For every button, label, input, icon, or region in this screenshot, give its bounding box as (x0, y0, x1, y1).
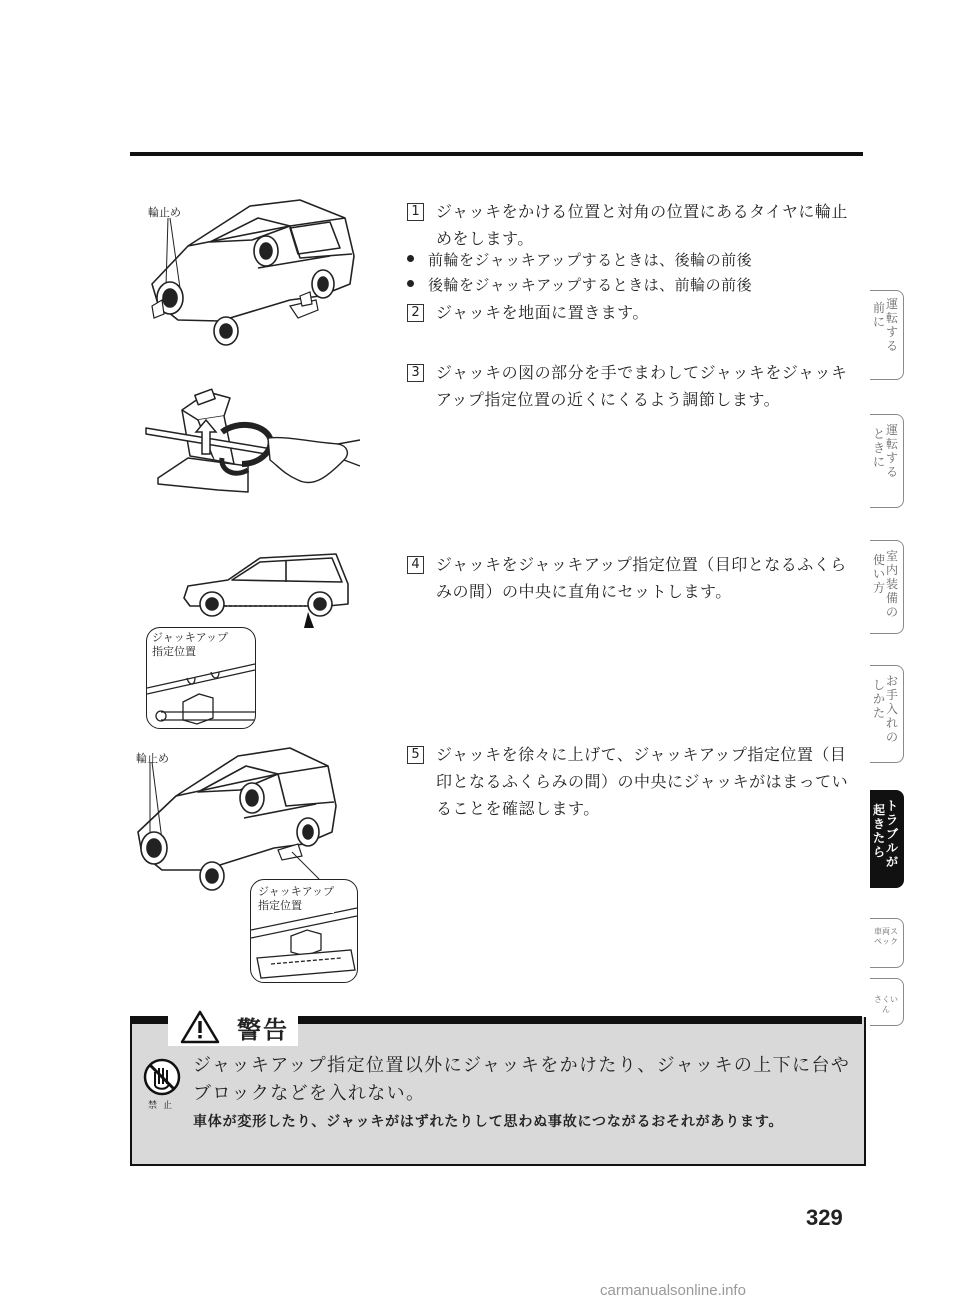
step-text: ジャッキを地面に置きます。 (436, 303, 649, 322)
footer-watermark: carmanualsonline.info (600, 1282, 746, 1299)
tab-interior-equipment[interactable]: 使い方 室内装備の (870, 540, 904, 634)
prohibited-label: 禁止 (148, 1101, 179, 1111)
chock-label-2: 輪止め (136, 752, 169, 765)
step-number: 3 (407, 364, 424, 382)
step-2 (407, 299, 862, 326)
step-4 (407, 551, 862, 605)
bullet-item: 後輪をジャッキアップするときは、前輪の前後 (407, 273, 752, 297)
step-text: ジャッキの図の部分を手でまわしてジャッキをジャッキアップ指定位置の近くにくるよう調節します。 (436, 363, 848, 409)
tab-before-driving[interactable]: 前に 運転する (870, 290, 904, 380)
tab-index[interactable]: さくいん (870, 978, 904, 1026)
jack-point-label-2: ジャッキアップ 指定位置 (258, 885, 335, 912)
tab-maintenance[interactable]: しかた お手入れの (870, 665, 904, 763)
warning-sub-text: 車体が変形したり、ジャッキがはずれたりして思わぬ事故につながるおそれがあります。 (193, 1114, 784, 1130)
header-rule (130, 152, 863, 156)
step-number: 5 (407, 746, 424, 764)
car-side-illustration (178, 548, 358, 628)
warning-main-text: ジャッキアップ指定位置以外にジャッキをかけたり、ジャッキの上下に台やブロックなどを入れない。 (193, 1055, 851, 1104)
step-3 (407, 359, 862, 413)
step-number: 2 (407, 304, 424, 322)
jack-point-label-1: ジャッキアップ 指定位置 (152, 631, 229, 658)
bullet-item: 前輪をジャッキアップするときは、後輪の前後 (407, 248, 752, 272)
warning-title: 警告 (237, 1016, 289, 1044)
step-1 (407, 198, 862, 252)
bullet-dot (407, 280, 414, 287)
prohibited-hand-icon (143, 1058, 181, 1096)
step-text: ジャッキをかける位置と対角の位置にあるタイヤに輪止めをします。 (436, 202, 848, 248)
tab-when-driving[interactable]: ときに 運転する (870, 414, 904, 508)
tab-vehicle-specs[interactable]: 車両スペック (870, 918, 904, 968)
page-number: 329 (806, 1205, 843, 1230)
warning-triangle-icon (180, 1010, 220, 1044)
step-text: ジャッキをジャッキアップ指定位置（目印となるふくらみの間）の中央に直角にセットします。 (436, 555, 847, 601)
jack-crank-illustration (138, 380, 360, 500)
chock-label-1: 輪止め (148, 206, 181, 219)
step-text: ジャッキを徐々に上げて、ジャッキアップ指定位置（目印となるふくらみの間）の中央にジャッキがはまっていることを確認します。 (436, 745, 849, 818)
step-number: 4 (407, 556, 424, 574)
tab-trouble[interactable]: 起きたら トラブルが (870, 790, 904, 888)
step-5 (407, 741, 862, 822)
car-chock-illustration-2 (128, 742, 343, 892)
step-number: 1 (407, 203, 424, 221)
bullet-dot (407, 255, 414, 262)
car-chock-illustration-1 (140, 196, 365, 346)
